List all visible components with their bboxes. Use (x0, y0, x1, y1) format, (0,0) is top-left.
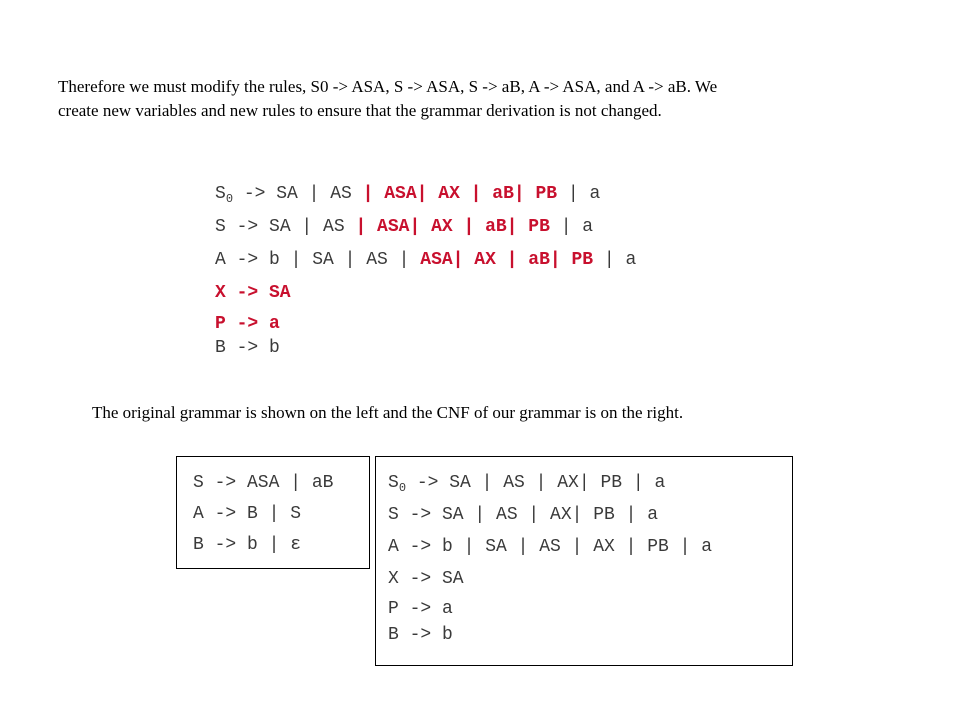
caption: The original grammar is shown on the left and the CNF of our grammar is on the right. (92, 403, 684, 422)
modified-rule-s0 (215, 180, 636, 213)
cnf-rule-s0 (388, 469, 792, 501)
original-rule: S -> ASA | aB (193, 473, 334, 493)
rule-lhs-subscript: 0 (225, 192, 234, 206)
cnf-rule-p: P -> a (388, 599, 453, 619)
rule-rhs-plain-end: | a (549, 217, 594, 237)
intro-paragraph (58, 75, 928, 123)
cnf-grammar-box (375, 456, 793, 666)
original-rule: A -> B | S (193, 504, 302, 524)
rule-lhs: S (215, 217, 226, 237)
cnf-rule-b: B -> b (388, 625, 453, 645)
rule-arrow: -> (225, 250, 270, 270)
original-grammar-box (176, 456, 370, 569)
intro-line-2: create new variables and new rules to ensure that the grammar derivation is not changed. (58, 101, 662, 120)
rule-rhs-plain: SA | AS (269, 217, 356, 237)
cnf-rule-s: S -> SA | AS | AX| PB | a (388, 505, 659, 525)
modified-rule-a (215, 246, 636, 279)
rule-arrow: -> (225, 217, 270, 237)
rule-rhs-plain: SA | AS (276, 184, 363, 204)
modified-grammar (215, 180, 636, 360)
rule-rhs-plain-end: | a (593, 250, 637, 270)
rule-arrow: -> (233, 184, 277, 204)
rule-rhs-highlight: | ASA| AX | aB| PB (355, 217, 550, 237)
rule-rhs-plain: b | SA | AS | (269, 250, 421, 270)
cnf-rule-a: A -> b | SA | AS | AX | PB | a (388, 537, 713, 557)
intro-line-1: Therefore we must modify the rules, S0 -> ASA, S -> ASA, S -> aB, A -> ASA, and A -> aB. We (58, 77, 718, 96)
modified-rule-b: B -> b (215, 338, 280, 358)
rule-rhs-highlight: | ASA| AX | aB| PB (362, 184, 558, 204)
rule-lhs: S (215, 184, 226, 204)
modified-rule-x: X -> SA (215, 283, 291, 303)
rule-rhs: -> SA | AS | AX| PB | a (406, 473, 666, 493)
rule-lhs: S (388, 473, 399, 493)
rule-rhs-highlight: ASA| AX | aB| PB (420, 250, 594, 270)
cnf-rule-x: X -> SA (388, 569, 464, 589)
modified-rule-s (215, 213, 636, 246)
rule-rhs-plain-end: | a (557, 184, 601, 204)
original-rule: B -> b | ε (193, 535, 302, 555)
modified-rule-p: P -> a (215, 314, 280, 334)
rule-lhs-subscript: 0 (398, 481, 407, 495)
rule-lhs: A (215, 250, 226, 270)
